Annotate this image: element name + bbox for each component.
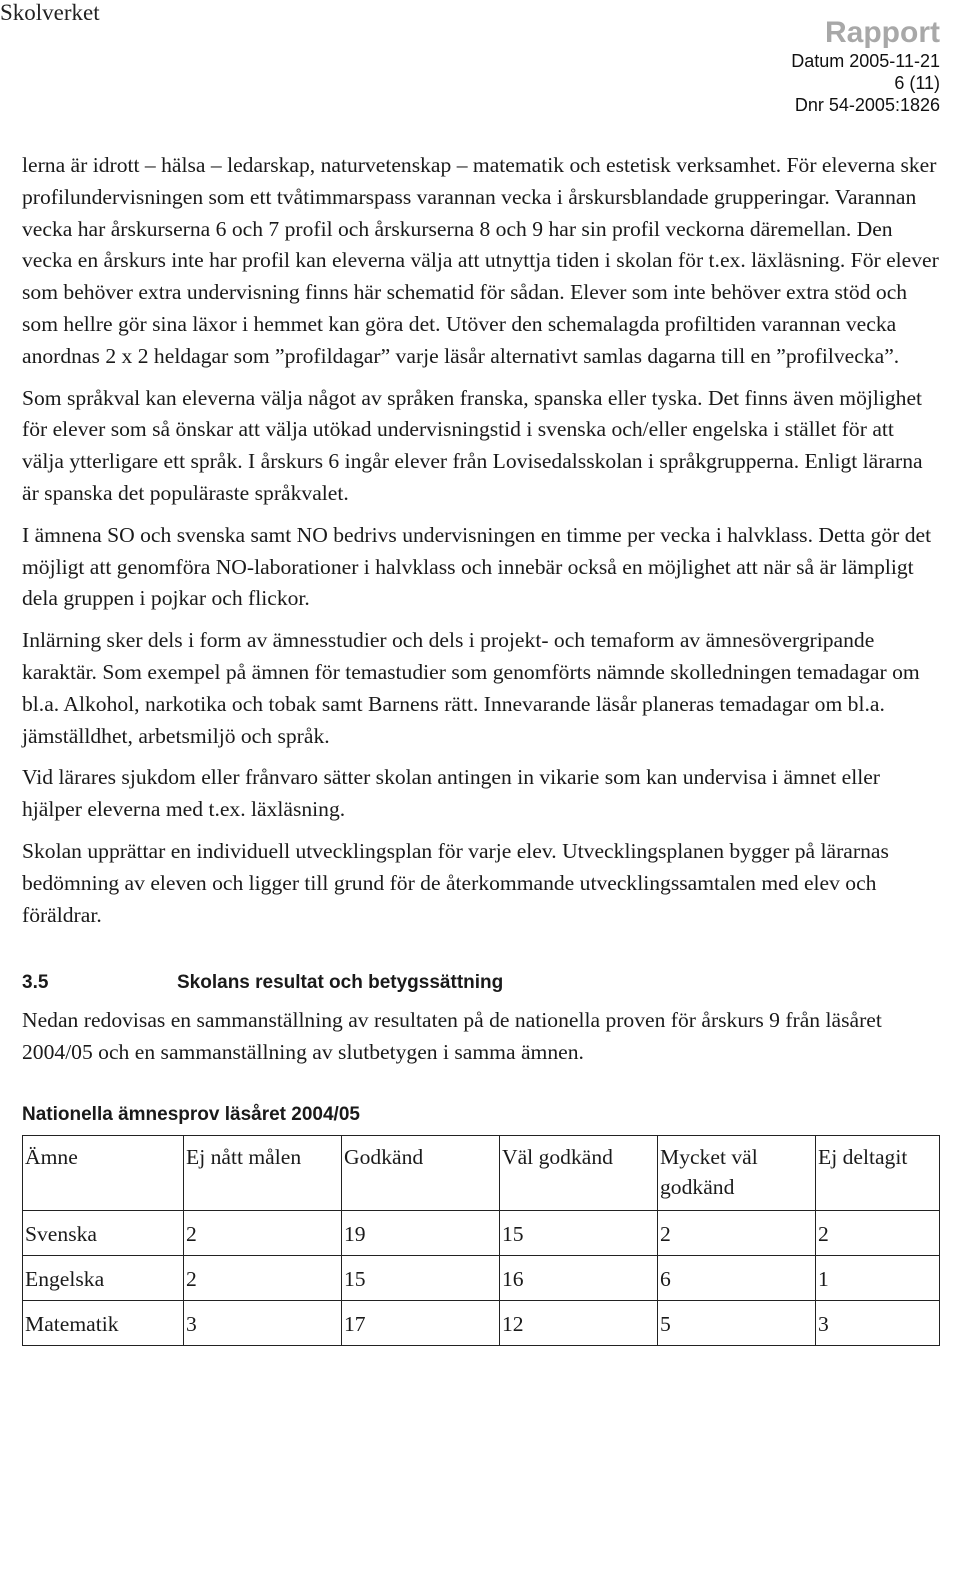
page-number: 6 (11) [894, 73, 940, 93]
registration-number: Dnr 54-2005:1826 [794, 95, 940, 115]
document-type: Rapport [825, 16, 940, 49]
table-header-cell: Ämne [23, 1135, 184, 1210]
document-body [22, 150, 940, 1346]
table-header-cell: Godkänd [342, 1135, 500, 1210]
table-cell: Svenska [23, 1210, 184, 1255]
table-cell: 2 [184, 1210, 342, 1255]
section-number: 3.5 [22, 972, 49, 994]
section-heading [22, 969, 940, 997]
table-header-row [23, 1135, 940, 1210]
body-paragraph: lerna är idrott – hälsa – ledarskap, naturvetenskap – matematik och estetisk verksamhet. För eleverna sker profilundervisningen som ett tvåtimmarspass varannan vecka i årskursblandade grupperingar. Varannan vecka har årskurserna 6 och 7 profil och årskurserna 8 och 9 har sin profil veckorna däremellan. Den vecka en årskurs inte har profil kan eleverna välja att utnyttja tiden i skolan för t.ex. läxläsning. För elever som behöver extra undervisning finns här schematid för sådan. Elever som inte behöver extra stöd och som hellre gör sina läxor i hemmet kan göra det. Utöver den schemalagda profiltiden varannan vecka anordnas 2 x 2 heldagar som ”profildagar” varje läsår alternativt samlas dagarna till en ”profilvecka”. [22, 153, 939, 368]
body-paragraph: Som språkval kan eleverna välja något av språken franska, spanska eller tyska. Det finns även möjlighet för elever som så önskar att välja utökad undervisningstid i svenska och/eller engelska i stället för att välja ytterligare ett språk. I årskurs 6 ingår elever från Lovisedalsskolan i språkgrupperna. Enligt lärarna är spanska det populäraste språkvalet. [22, 385, 923, 505]
table-cell: 1 [816, 1255, 940, 1300]
table-row [23, 1255, 940, 1300]
table-cell: Matematik [23, 1300, 184, 1345]
table-cell: 17 [342, 1300, 500, 1345]
results-table [22, 1135, 940, 1346]
table-row [23, 1300, 940, 1345]
table-cell: 12 [500, 1300, 658, 1345]
section-paragraph: Nedan redovisas en sammanställning av resultaten på de nationella proven för årskurs 9 från läsåret 2004/05 och en sammanställning av slutbetygen i samma ämnen. [22, 1008, 882, 1065]
document-header [791, 16, 940, 116]
table-cell: Engelska [23, 1255, 184, 1300]
table-cell: 3 [816, 1300, 940, 1345]
table-header-cell: Väl godkänd [500, 1135, 658, 1210]
table-cell: 2 [658, 1210, 816, 1255]
table-cell: 3 [184, 1300, 342, 1345]
table-cell: 15 [500, 1210, 658, 1255]
table-row [23, 1210, 940, 1255]
table-cell: 15 [342, 1255, 500, 1300]
body-paragraph: Skolan upprättar en individuell utvecklingsplan för varje elev. Utvecklingsplanen bygger på lärarnas bedömning av eleven och ligger till grund för de återkommande utvecklingssamtalen med elev och föräldrar. [22, 838, 889, 927]
table-cell: 2 [184, 1255, 342, 1300]
table-cell: 19 [342, 1210, 500, 1255]
body-paragraph: Inlärning sker dels i form av ämnesstudier och dels i projekt- och temaform av ämnesövergripande karaktär. Som exempel på ämnen för temastudier som genomförts nämnde skolledningen temadagar om bl.a. Alkohol, narkotika och tobak samt Barnens rätt. Innevarande läsår planeras temadagar om bl.a. jämställdhet, arbetsmiljö och språk. [22, 628, 920, 748]
document-date: Datum 2005-11-21 [791, 51, 940, 71]
table-cell: 6 [658, 1255, 816, 1300]
section-title: Skolans resultat och betygssättning [177, 972, 504, 994]
table-header-cell: Ej deltagit [816, 1135, 940, 1210]
table-header-cell: Ej nått målen [184, 1135, 342, 1210]
table-header-cell: Mycket väl godkänd [658, 1135, 816, 1210]
table-cell: 5 [658, 1300, 816, 1345]
body-paragraph: I ämnena SO och svenska samt NO bedrivs undervisningen en timme per vecka i halvklass. Detta gör det möjligt att genomföra NO-laborationer i halvklass och innebär också en möjlighet att när så är lämpligt dela gruppen i pojkar och flickor. [22, 522, 932, 611]
table-cell: 2 [816, 1210, 940, 1255]
organization-name: Skolverket [0, 0, 100, 25]
body-paragraph: Vid lärares sjukdom eller frånvaro sätter skolan antingen in vikarie som kan undervisa i ämnet eller hjälper eleverna med t.ex. läxläsning. [22, 765, 880, 822]
table-title: Nationella ämnesprov läsåret 2004/05 [22, 1103, 360, 1125]
table-cell: 16 [500, 1255, 658, 1300]
